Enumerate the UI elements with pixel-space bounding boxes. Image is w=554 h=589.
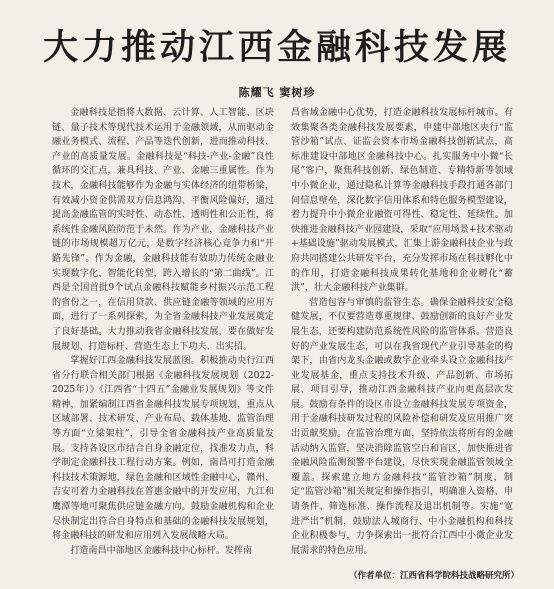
- paragraph-blueprint: 掌握好江西金融科技发展蓝图。积极推动央行江西省分行联合相关部门根据《金融科技发展规划（2022-2025年）》《江西省“十四五”金融业发展规划》等文件精神，加紧编制江西省金融科技发展专项规划，重点从区域部署、技术研发、产业布局、载体基地、监管治理等方面“立梁架柱”，引导全省金融科技产业高质量发展。支持各设区市结合自身金融定位，找准发力点，科学制定金融科技工程行动方案。例如，南昌可打造金融科技技术策源地，绿色金融和区域性金融中心，赣州、吉安可着力金融科技在普惠金融中的开发应用，九江和鹰潭等地可聚焦供应链金融方向。鼓励金融机构和企业尽快制定出符合自身特点和基础的金融科技发展规划，将金融科技的研发和应用列入发展战略大局。: [52, 356, 274, 542]
- right-column: [291, 106, 513, 578]
- article-title: 大力推动江西金融科技发展: [42, 28, 511, 68]
- paragraph-regulation: 营造包容与审慎的监管生态。确保金融科技安全稳健发展，不仅要营造尊重规律、鼓励创新的良好产业发展生态，还要构建防范系统性风险的监管体系。营造良好的产业发展生态，可以在我省现代产业引导基金的构架下，由省内龙头金融或数字企业牵头设立金融科技产业发展基金，重点支持技术升级、产品创新、市场拓展、项目引导，推动江西金融科技产业向更高层次发展。鼓励有条件的设区市设立金融科技发展专项资金，用于金融科技研发过程的风险补偿和研发及应用推广突出贡献奖励。在监管治理方面，坚持依法将所有的金融活动纳入监管，坚决消除监管空白和盲区，加快推进省金融风险监测预警平台建设，尽快实现金融监管领域全覆盖。探索建立地方金融科技“监管沙箱”制度，制定“监管沙箱”相关规定和操作指引，明确准入资格、申请条件、筛选标准、操作流程及退出机制等。实施“宽进严出”机制，鼓励法人城商行、中小金融机构和科技企业积极参与，力争探索出一批符合江西中小微企业发展需求的特色应用。: [291, 297, 513, 556]
- author-affiliation: （作者单位：江西省科学院科技战略研究所）: [348, 571, 519, 581]
- article-authors: 陈耀飞 窦树珍: [238, 86, 316, 99]
- left-column: [52, 106, 274, 589]
- paragraph-nanchang-start: 打造南昌中部地区金融科技中心标杆。发挥南: [70, 545, 253, 556]
- paragraph-intro: 金融科技是指将大数据、云计算、人工智能、区块链、量子技术等现代技术运用于金融领域，从而驱动金融业务模式、流程、产品等迭代创新，进而推动科技、产业的高质量发展。金融科技是“科技-产业-金融”良性循环的交汇点，兼具科技、产业、金融三重属性。作为技术，金融科技能够作为金融与实体经济的纽带桥梁，有效减小资金供需双方信息鸿沟、平衡风险偏好，通过提高金融监管的实时性、动态性、透明性和公正性，将系统性金融风险防范于未然。作为产业，金融科技产业链的市场规模超万亿元，是数字经济核心竞争力和“开路先锋”。作为金融，金融科技能有效助力传统金融业实现数字化、智能化转型，跨入增长的“第二曲线”。江西是全国首批9个试点金融科技赋能乡村振兴示范工程的省份之一，在信用贷款、供应链金融等领域的应用方面，进行了一系列探索，为全省金融科技产业发展奠定了良好基础。大力推动我省金融科技发展，要在做好发展规划、打造标杆、营造生态上下功夫、出实招。: [52, 108, 274, 352]
- paragraph-nanchang-cont: 昌省域金融中心优势，打造金融科技发展标杆城市。有效集聚各类金融科技发展要素，申建中部地区央行“监管沙箱”试点、证监会资本市场金融科技创新试点，高标准建设中部地区金融科技中心。扎实服务中小微“长尾”客户，聚焦科技创新、绿色制造、专精特新等领域中小微企业，通过隐私计算等金融科技手段打通各部门间信息壁垒，深化数字信用体系和特色服务模型建设，着力提升中小微企业融资可得性、稳定性、延续性。加快推进金融科技产业园建设，采取“应用场景+技术驱动+基础设施”驱动发展模式，汇集上游金融科技企业与政府共同搭建公共研发平台，充分发挥市场在科技孵化中的作用，打造金融科技成果转化基地和企业孵化“蓄洪”，壮大金融科技产业集群。: [291, 108, 513, 294]
